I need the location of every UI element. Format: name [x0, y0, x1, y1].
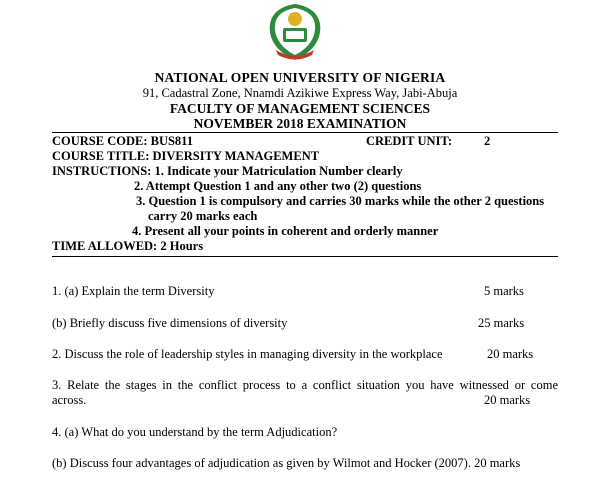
instruction-4: 4. Present all your points in coherent and orderly manner [132, 224, 439, 238]
time-allowed: TIME ALLOWED: 2 Hours [52, 239, 204, 253]
question-2: 2. Discuss the role of leadership styles in managing diversity in the workplace [52, 347, 443, 361]
university-address: 91, Cadastral Zone, Nnamdi Azikiwe Express Way, Jabi-Abuja [142, 86, 458, 100]
question-2-marks: 20 marks [487, 347, 534, 361]
noun-crest-icon [264, 2, 326, 64]
course-code: COURSE CODE: BUS811 [52, 134, 193, 148]
question-4b: (b) Discuss four advantages of adjudication as given by Wilmot and Hocker (2007). 20 marks [52, 456, 521, 470]
exam-title: NOVEMBER 2018 EXAMINATION [193, 116, 407, 131]
faculty-name: FACULTY OF MANAGEMENT SCIENCES [169, 101, 431, 116]
question-4a: 4. (a) What do you understand by the term Adjudication? [52, 425, 338, 439]
instruction-2: 2. Attempt Question 1 and any other two (2) questions [134, 179, 422, 193]
instruction-3: 3. Question 1 is compulsory and carries 30 marks while the other 2 questions [136, 194, 545, 208]
question-1a-marks: 5 marks [484, 284, 524, 298]
credit-unit-value: 2 [484, 134, 491, 148]
instruction-3-continued: carry 20 marks each [148, 209, 258, 223]
question-1a: 1. (a) Explain the term Diversity [52, 284, 215, 298]
university-name: NATIONAL OPEN UNIVERSITY OF NIGERIA [154, 70, 446, 85]
credit-unit-label: CREDIT UNIT: [366, 134, 453, 148]
question-1b-marks: 25 marks [478, 316, 525, 330]
divider-top [52, 132, 558, 133]
question-3-line-2: across. [52, 393, 87, 407]
divider-bottom [52, 256, 558, 257]
course-title: COURSE TITLE: DIVERSITY MANAGEMENT [52, 149, 320, 163]
question-3-line-1: 3. Relate the stages in the conflict process to a conflict situation you have witnessed or come [52, 378, 558, 392]
question-3-marks: 20 marks [484, 393, 531, 407]
question-1b: (b) Briefly discuss five dimensions of diversity [52, 316, 288, 330]
instruction-1: INSTRUCTIONS: 1. Indicate your Matriculation Number clearly [52, 164, 403, 178]
